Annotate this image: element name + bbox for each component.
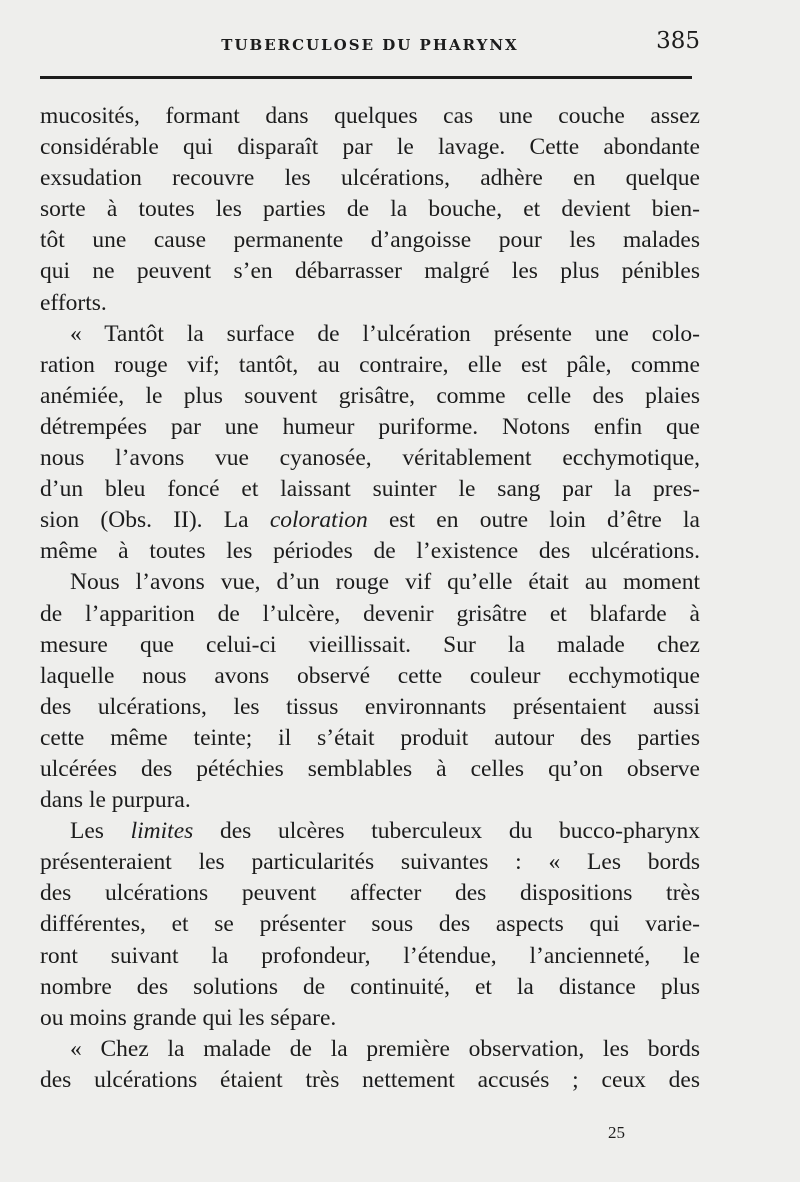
body-text bbox=[40, 101, 700, 1096]
text-line: ou moins grande qui les sépare. bbox=[40, 1004, 337, 1031]
text-segment: est en outre loin d’être la bbox=[367, 507, 700, 534]
text-line: d’un bleu foncé et laissant suinter le sang par la pres- bbox=[40, 476, 700, 503]
text-line: mesure que celui-ci vieillissait. Sur la malade chez bbox=[40, 631, 700, 658]
italic-term-coloration: coloration bbox=[269, 507, 368, 534]
signature-mark: 25 bbox=[608, 1123, 625, 1142]
text-line: nous l’avons vue cyanosée, véritablement ecchymotique, bbox=[40, 445, 700, 472]
text-line: tôt une cause permanente d’angoisse pour les malades bbox=[40, 227, 700, 254]
text-line: des ulcérations étaient très nettement accusés ; ceux des bbox=[40, 1066, 700, 1093]
page-number: 385 bbox=[656, 28, 700, 54]
text-line: détrempées par une humeur puriforme. Notons enfin que bbox=[40, 413, 700, 440]
text-line: efforts. bbox=[40, 289, 107, 316]
text-line: même à toutes les périodes de l’existence des ulcérations. bbox=[40, 538, 700, 565]
running-title: TUBERCULOSE DU PHARYNX bbox=[221, 36, 519, 54]
text-line: ration rouge vif; tantôt, au contraire, elle est pâle, comme bbox=[40, 351, 700, 378]
text-line: dans le purpura. bbox=[40, 787, 191, 814]
header-rule bbox=[40, 76, 692, 79]
text-line: des ulcérations peuvent affecter des dispositions très bbox=[40, 880, 700, 907]
text-line bbox=[40, 505, 700, 536]
text-line: laquelle nous avons observé cette couleur ecchymotique bbox=[40, 662, 700, 689]
italic-term-limites: limites bbox=[130, 818, 194, 845]
text-line: « Tantôt la surface de l’ulcération présente une colo- bbox=[70, 320, 700, 347]
text-line: « Chez la malade de la première observation, les bords bbox=[70, 1035, 700, 1062]
text-line: différentes, et se présenter sous des aspects qui varie- bbox=[40, 911, 700, 938]
text-line: exsudation recouvre les ulcérations, adhère en quelque bbox=[40, 165, 700, 192]
text-line: mucosités, formant dans quelques cas une couche assez bbox=[40, 103, 700, 129]
text-line: présenteraient les particularités suivantes : « Les bords bbox=[40, 849, 700, 876]
text-line: ront suivant la profondeur, l’étendue, l’ancienneté, le bbox=[40, 942, 700, 969]
text-line: nombre des solutions de continuité, et la distance plus bbox=[40, 973, 700, 1000]
text-line: considérable qui disparaît par le lavage. Cette abondante bbox=[40, 134, 700, 161]
text-line: ulcérées des pétéchies semblables à celles qu’on observe bbox=[40, 755, 700, 782]
text-segment: des ulcères tuberculeux du bucco-pharynx bbox=[193, 818, 700, 845]
text-line: de l’apparition de l’ulcère, devenir grisâtre et blafarde à bbox=[40, 600, 700, 627]
text-line: sorte à toutes les parties de la bouche, et devient bien- bbox=[40, 196, 700, 223]
text-segment: sion (Obs. II). La bbox=[40, 507, 270, 534]
text-line: qui ne peuvent s’en débarrasser malgré les plus pénibles bbox=[40, 258, 700, 285]
text-line: anémiée, le plus souvent grisâtre, comme celle des plaies bbox=[40, 382, 700, 409]
text-line: Nous l’avons vue, d’un rouge vif qu’elle était au moment bbox=[70, 569, 700, 596]
text-line bbox=[40, 816, 700, 847]
running-head bbox=[40, 26, 700, 66]
text-line: cette même teinte; il s’était produit autour des parties bbox=[40, 724, 700, 751]
text-line: des ulcérations, les tissus environnants présentaient aussi bbox=[40, 693, 700, 720]
text-segment: Les bbox=[70, 818, 131, 845]
